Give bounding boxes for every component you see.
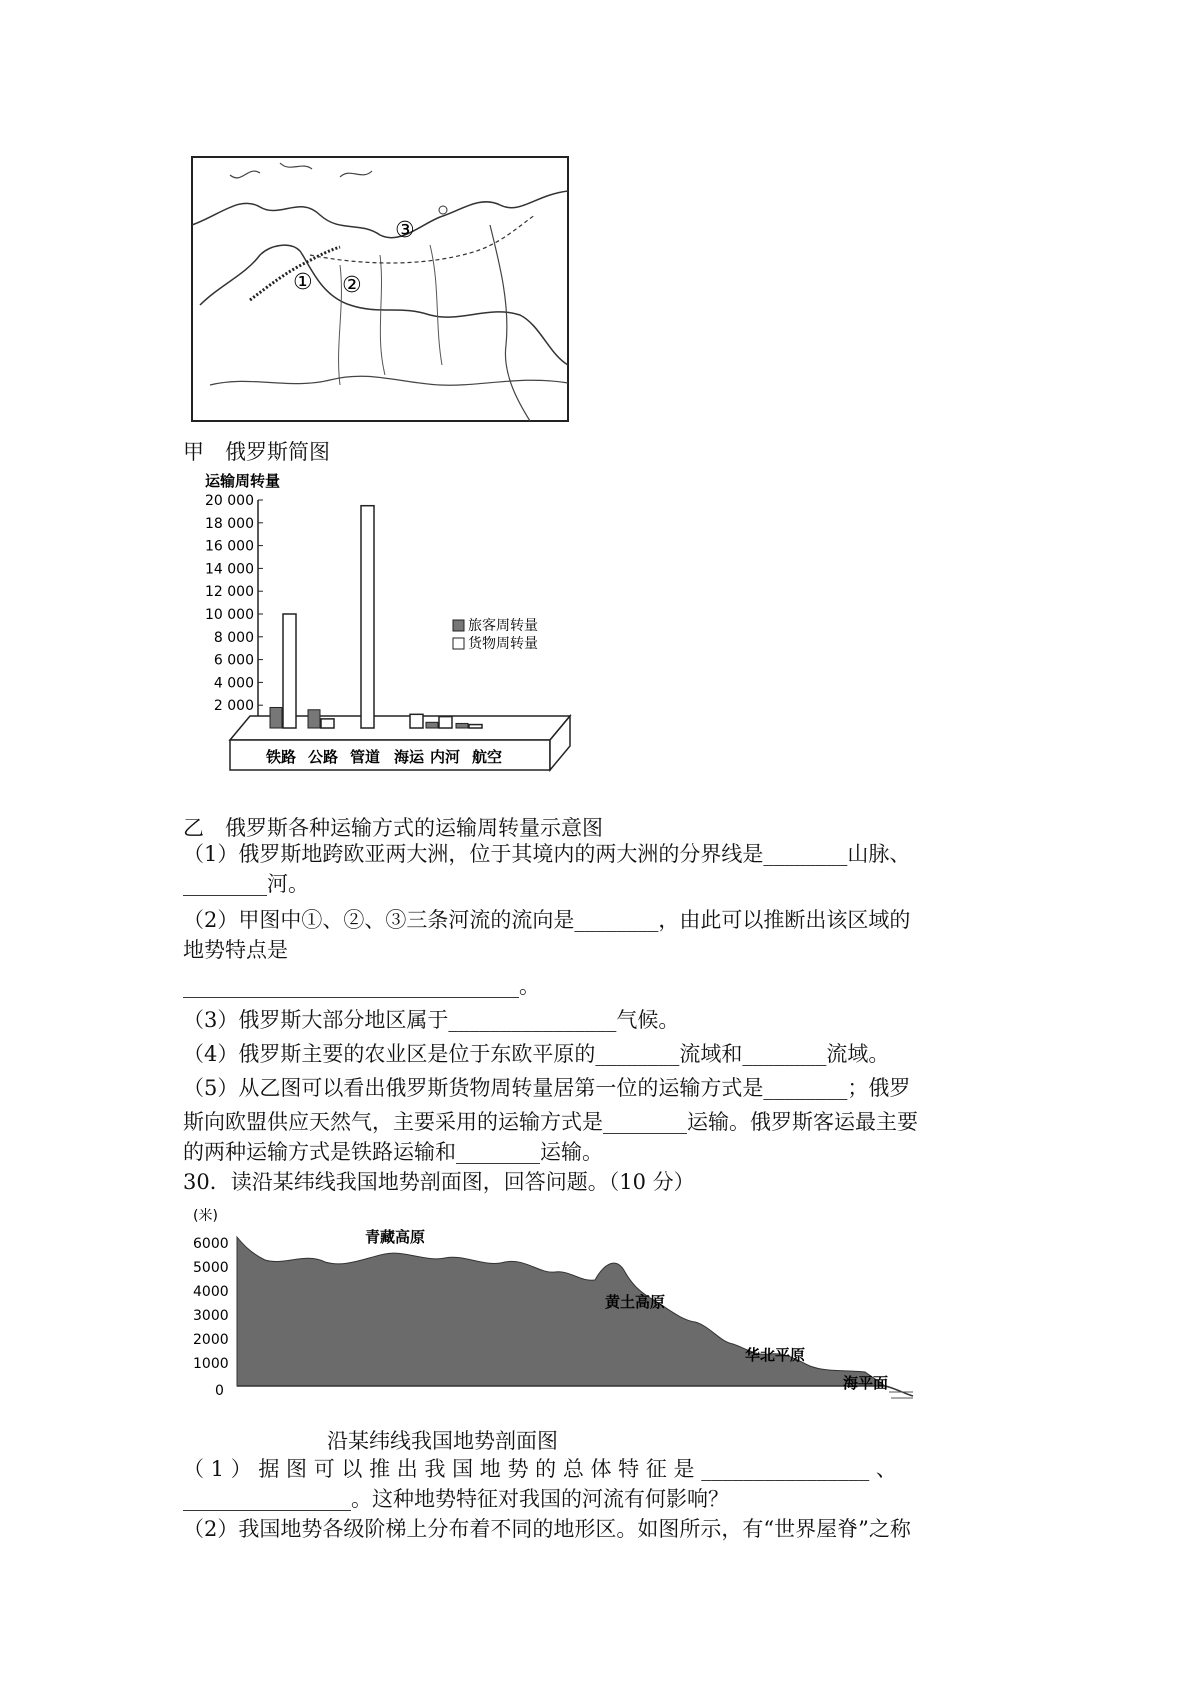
profile-tick-2000: 2000 <box>193 1332 229 1348</box>
label-north-china-plain: 华北平原 <box>745 1346 806 1364</box>
profile-ylabel: (米) <box>193 1208 218 1224</box>
label-loess-plateau: 黄土高原 <box>605 1293 666 1311</box>
q29-line-3: （2）甲图中①、②、③三条河流的流向是________，由此可以推断出该区域的 <box>183 908 911 932</box>
profile-tick-4000: 4000 <box>193 1284 229 1300</box>
x-label-3: 海运 <box>394 748 425 766</box>
x-label-5: 航空 <box>472 748 503 766</box>
profile-tick-0: 0 <box>215 1383 224 1399</box>
bar-freight-0 <box>283 614 296 728</box>
bar-passenger-4 <box>426 722 438 728</box>
bar-passenger-1 <box>308 710 320 728</box>
label-qinghai-tibet: 青藏高原 <box>365 1228 426 1246</box>
y-tick-label: 4 000 <box>213 675 254 692</box>
q30-line-3: （2）我国地势各级阶梯上分布着不同的地形区。如图所示，有“世界屋脊”之称 <box>183 1517 911 1541</box>
x-label-4: 内河 <box>430 748 461 766</box>
bar-chart-caption: 乙 俄罗斯各种运输方式的运输周转量示意图 <box>183 816 603 840</box>
q29-line-1: （1）俄罗斯地跨欧亚两大洲，位于其境内的两大洲的分界线是________山脉、 <box>183 842 911 866</box>
q29-line-9: 斯向欧盟供应天然气，主要采用的运输方式是________运输。俄罗斯客运最主要 <box>183 1110 918 1134</box>
river-label-2: ② <box>342 273 362 298</box>
bar-freight-1 <box>321 719 334 728</box>
bar-freight-2 <box>361 506 374 728</box>
y-tick-label: 18 000 <box>205 515 254 532</box>
bar-freight-3 <box>410 714 423 728</box>
x-label-2: 管道 <box>350 748 381 766</box>
river-label-1: ① <box>293 270 313 295</box>
bar-passenger-5 <box>456 723 468 728</box>
label-sea-level: 海平面 <box>843 1374 889 1392</box>
q29-line-4: 地势特点是 <box>183 938 288 962</box>
chart-ylabel: 运输周转量 <box>205 472 281 490</box>
y-tick-label: 8 000 <box>213 629 254 646</box>
x-label-0: 铁路 <box>266 748 297 766</box>
terrain-profile <box>185 1202 915 1422</box>
russia-map <box>190 155 572 425</box>
y-tick-label: 16 000 <box>205 538 254 555</box>
profile-tick-5000: 5000 <box>193 1260 229 1276</box>
bar-freight-5 <box>469 725 482 728</box>
x-label-1: 公路 <box>308 748 339 766</box>
bar-freight-4 <box>439 717 452 728</box>
y-tick-label: 14 000 <box>205 561 254 578</box>
y-tick-label: 10 000 <box>205 607 254 623</box>
q29-line-6: （3）俄罗斯大部分地区属于________________气候。 <box>183 1008 680 1032</box>
q29-line-2: ________河。 <box>183 872 309 896</box>
y-tick-label: 2 000 <box>213 698 254 715</box>
profile-caption: 沿某纬线我国地势剖面图 <box>327 1429 558 1453</box>
bar-passenger-0 <box>270 707 282 728</box>
q30-heading: 30．读沿某纬线我国地势剖面图，回答问题。（10 分） <box>183 1170 695 1194</box>
q30-line-1: （ 1 ） 据 图 可 以 推 出 我 国 地 势 的 总 体 特 征 是 ________________ 、 <box>183 1457 897 1481</box>
river-label-3: ③ <box>395 218 415 243</box>
q30-line-2: ________________。这种地势特征对我国的河流有何影响？ <box>183 1487 729 1511</box>
profile-tick-6000: 6000 <box>193 1236 229 1252</box>
map-caption: 甲 俄罗斯简图 <box>183 440 330 464</box>
legend-passenger: 旅客周转量 <box>468 618 538 634</box>
y-tick-label: 20 000 <box>205 493 254 509</box>
q29-line-7: （4）俄罗斯主要的农业区是位于东欧平原的________流域和________流域。 <box>183 1042 890 1066</box>
profile-tick-1000: 1000 <box>193 1356 229 1372</box>
legend-freight: 货物周转量 <box>468 636 538 652</box>
q29-line-5: ________________________________。 <box>183 974 540 998</box>
y-tick-label: 6 000 <box>213 652 254 669</box>
transport-bar-chart <box>190 470 580 775</box>
q29-line-10: 的两种运输方式是铁路运输和________运输。 <box>183 1140 603 1164</box>
q29-line-8: （5）从乙图可以看出俄罗斯货物周转量居第一位的运输方式是________；俄罗 <box>183 1076 911 1100</box>
profile-tick-3000: 3000 <box>193 1308 229 1324</box>
y-tick-label: 12 000 <box>205 584 254 601</box>
